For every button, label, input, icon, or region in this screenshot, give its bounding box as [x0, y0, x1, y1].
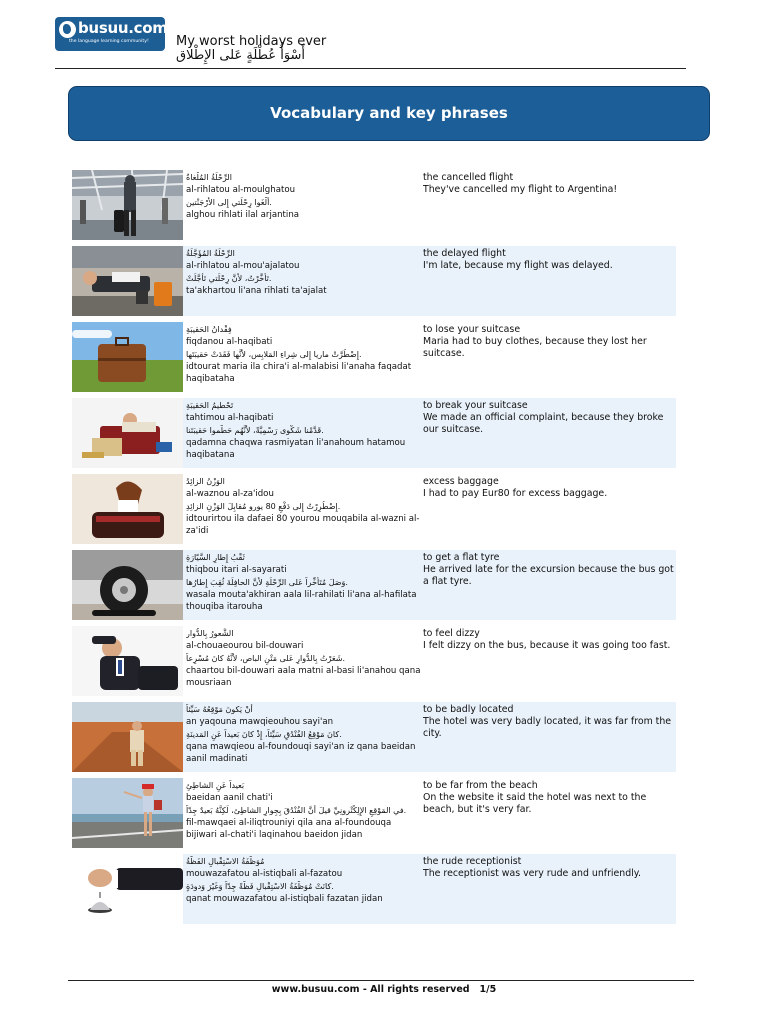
english-phrase: I'm late, because my flight was delayed.	[423, 260, 613, 271]
english-phrase: On the website it said the hotel was next to the beach, but it's very far.	[423, 792, 647, 815]
logo-tagline: the language learning community!	[69, 39, 149, 44]
transliteration-phrase: qanat mouwazafatou al-istiqbali fazatan jidan	[186, 893, 383, 904]
arabic-word: فِقْدانُ الحَقيبَةِ	[186, 325, 232, 334]
transliteration-word: mouwazafatou al-istiqbali al-fazatou	[186, 869, 343, 880]
english-word: the cancelled flight	[423, 172, 514, 183]
broken-suitcase-photo	[72, 398, 183, 468]
transliteration-word: baeidan aanil chati'i	[186, 793, 273, 804]
arabic-phrase: كانَتْ مُوَظَّفَةُ الاسْتِقْبالِ فَظَّةً جِدّاً وَغَيْرَ وَدودَةٍ.	[186, 881, 334, 891]
english-phrase: We made an official complaint, because they broke our suitcase.	[423, 412, 664, 435]
vocab-row	[72, 398, 676, 474]
transliteration-phrase: idtourirtou ila dafaei 80 yourou mouqabila al-wazni al-za'idi	[186, 513, 420, 537]
vocab-row	[72, 474, 676, 550]
english-phrase: He arrived late for the excursion because the bus got a flat tyre.	[423, 564, 674, 587]
vocab-row	[72, 854, 676, 930]
desert-road-photo	[72, 702, 183, 772]
transliteration-phrase: chaartou bil-douwari aala matni al-basi li'anahou qana mousriaan	[186, 665, 421, 689]
arabic-phrase: أَلْغَوا رِحْلَتي إِلى الأَرْجَنْتين.	[186, 197, 272, 207]
arabic-phrase: قَدَّمْنا شَكْوى رَسْمِيَّةً، لأَنَّهُم حَطَّموا حَقيبَتَنا.	[186, 425, 324, 435]
english-phrase: I felt dizzy on the bus, because it was going too fast.	[423, 640, 671, 651]
arabic-word: الشُّعورُ بِالدُّوار	[186, 629, 234, 638]
arabic-phrase: إِضْطُرِرْتُ إِلى دَفْعِ 80 يورو مُقابِلَ الوَزْنِ الزائِدِ.	[186, 501, 341, 511]
english-phrase: I had to pay Eur80 for excess baggage.	[423, 488, 608, 499]
arabic-word: الرِّحْلَةُ المُؤَجَّلَةُ	[186, 249, 235, 258]
busuu-logo[interactable]	[55, 17, 168, 51]
transliteration-phrase: fil-mawqaei al-iliqtrouniyi qila ana al-foundouqa bijiwari al-chati'i laqinahou baeidon jidan	[186, 817, 392, 841]
arabic-word: تَحْطيمُ الحَقيبَةِ	[186, 401, 234, 410]
english-word: to get a flat tyre	[423, 552, 500, 563]
transliteration-word: thiqbou itari al-sayarati	[186, 565, 287, 576]
english-phrase: The hotel was very badly located, it was far from the city.	[423, 716, 672, 739]
vocab-row	[72, 322, 676, 398]
transliteration-word: al-rihlatou al-mou'ajalatou	[186, 261, 300, 272]
arabic-word: أَنْ يَكونَ مَوْقِعُهُ سَيِّئاً	[186, 705, 253, 714]
vocab-row	[72, 626, 676, 702]
transliteration-word: al-rihlatou al-moulghatou	[186, 185, 296, 196]
arabic-word: ثَقْبُ إِطارِ السَّيّارَةِ	[186, 553, 245, 562]
vocab-row	[72, 702, 676, 778]
vocab-row	[72, 170, 676, 246]
english-word: excess baggage	[423, 476, 499, 487]
transliteration-phrase: wasala mouta'akhiran aala lil-rahilati li'ana al-hafilata thouqiba itarouha	[186, 589, 417, 613]
vocab-row	[72, 778, 676, 854]
vocabulary-list	[72, 170, 676, 930]
arabic-phrase: كانَ مَوْقِعُ الفُنْدُقِ سَيِّئاً، إِذْ كانَ بَعيداً عَنِ المَدينَةِ.	[186, 729, 342, 739]
english-word: to lose your suitcase	[423, 324, 521, 335]
document-title-arabic: أَسْوَأُ عُطْلَةٍ عَلى الإِطْلاق	[176, 48, 306, 63]
transliteration-phrase: ta'akhartou li'ana rihlati ta'ajalat	[186, 285, 327, 296]
footer-divider	[68, 980, 694, 981]
section-banner: Vocabulary and key phrases	[68, 86, 710, 141]
english-phrase: The receptionist was very rude and unfriendly.	[423, 868, 641, 879]
transliteration-phrase: idtourat maria ila chira'i al-malabisi li'anaha faqadat haqibataha	[186, 361, 412, 385]
vocab-row	[72, 550, 676, 626]
arabic-phrase: في المَوْقِعِ الإِلِكْتْرونِيِّ قيلَ أَنَّ الفُنْدُقَ بِجِوارِ الشاطِئ، لَكِنَّهُ بَعيدٌ جِدّاً.	[186, 805, 407, 815]
english-word: the delayed flight	[423, 248, 506, 259]
document-title: My worst holidays ever	[176, 34, 327, 49]
transliteration-word: al-waznou al-za'idou	[186, 489, 274, 500]
dizzy-man-photo	[72, 626, 183, 696]
globe-icon	[59, 21, 76, 38]
arabic-phrase: شَعَرْتُ بِالدُّوارِ عَلى مَتْنِ الباص، لأَنَّهُ كانَ مُسْرِعاً.	[186, 653, 345, 663]
arabic-word: بَعيداً عَنِ الشاطِئِ	[186, 781, 245, 790]
english-word: the rude receptionist	[423, 856, 522, 867]
transliteration-phrase: qadamna chaqwa rasmiyatan li'anahoum hatamou haqibatana	[186, 437, 406, 461]
transliteration-phrase: qana mawqieou al-foundouqi sayi'an iz qana baeidan aanil madinati	[186, 741, 416, 765]
arabic-word: الرِّحْلَةُ المُلْغاةُ	[186, 173, 232, 182]
lost-suitcase-photo	[72, 322, 183, 392]
header-divider	[55, 68, 686, 69]
beach-road-photo	[72, 778, 183, 848]
logo-text: busuu.com	[78, 19, 168, 37]
page-footer: www.busuu.com - All rights reserved 1/5	[271, 984, 497, 995]
reception-bell-photo	[72, 854, 183, 924]
arabic-word: مُوَظَّفَةُ الاسْتِقْبالِ الفَظَّةُ	[186, 857, 265, 866]
english-phrase: They've cancelled my flight to Argentina!	[423, 184, 618, 195]
transliteration-word: tahtimou al-haqibati	[186, 413, 274, 424]
english-word: to feel dizzy	[423, 628, 480, 639]
english-word: to be badly located	[423, 704, 514, 715]
excess-baggage-photo	[72, 474, 183, 544]
english-word: to break your suitcase	[423, 400, 528, 411]
delayed-passenger-photo	[72, 246, 183, 316]
transliteration-phrase: alghou rihlati ilal arjantina	[186, 209, 300, 220]
transliteration-word: fiqdanou al-haqibati	[186, 337, 273, 348]
arabic-phrase: وَصَلَ مُتَأَخِّراً عَلى الرِّحْلَةِ لأَنَّ الحافِلَةَ ثُقِبَ إِطارُها.	[186, 577, 348, 587]
arabic-word: الوَزْنُ الزائِدُ	[186, 477, 225, 486]
transliteration-word: al-chouaeourou bil-douwari	[186, 641, 304, 652]
flat-tyre-photo	[72, 550, 183, 620]
english-word: to be far from the beach	[423, 780, 538, 791]
vocab-row	[72, 246, 676, 322]
english-phrase: Maria had to buy clothes, because they lost her suitcase.	[423, 336, 647, 359]
transliteration-word: an yaqouna mawqieouhou sayi'an	[186, 717, 334, 728]
arabic-phrase: إِضْطُرَّتْ ماريا إِلى شِراءِ المَلابِس، لأَنَّها فَقَدَتْ حَقيبَتَها.	[186, 349, 362, 359]
airport-photo	[72, 170, 183, 240]
arabic-phrase: تَأَخَّرْتُ، لأَنَّ رِحْلَتي تَأَجَّلَتْ.	[186, 273, 272, 283]
